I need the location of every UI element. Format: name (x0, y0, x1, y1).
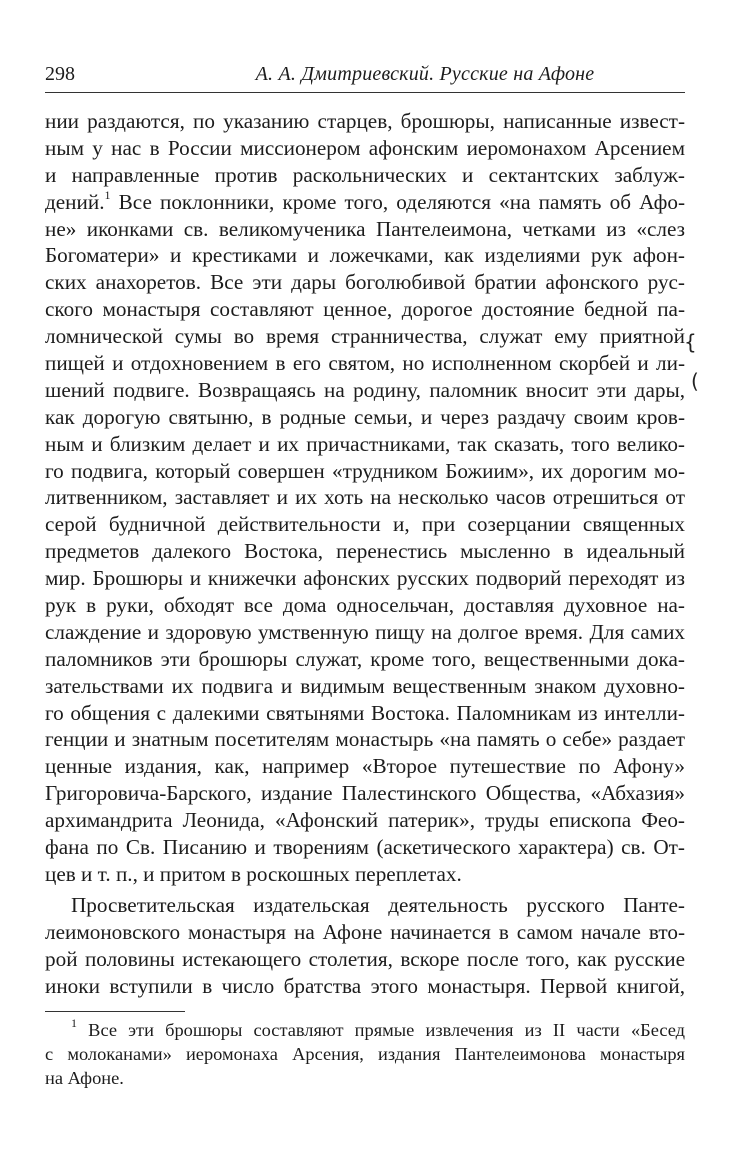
text-line: мир. Брошюры и книжечки афонских русских подворий переходят из (45, 566, 685, 591)
text-fragment: Все поклонники, кроме того, оделяются «на память об Афо- (118, 189, 686, 214)
footnote-line: на Афоне. (45, 1068, 124, 1088)
text-fragment: дений. (45, 189, 105, 214)
text-line: цев и т. п., и притом в роскошных переплетах. (45, 861, 462, 886)
text-line: литвенником, заставляет и их хоть на несколько часов отрешиться от (45, 485, 685, 510)
footnote (45, 1015, 685, 1090)
text-line: паломников эти брошюры служат, кроме того, вещественными дока- (45, 646, 685, 671)
text-line: ломнической сумы во время странничества, служат ему приятной (45, 324, 685, 349)
text-line: ным и близким делает и их причастниками, так сказать, того велико- (45, 431, 685, 456)
text-line: ным у нас в России миссионером афонским иеромонахом Арсением (45, 135, 685, 160)
footnote-reference[interactable]: 1 (104, 187, 111, 202)
text-line: слаждение и здоровую умственную пищу на долгое время. Для самих (45, 619, 685, 644)
text-line: шений подвиге. Возвращаясь на родину, паломник вносит эти дары, (45, 377, 685, 402)
text-line: не» иконками св. великомученика Пантелеимона, четками из «слез (45, 216, 685, 241)
text-line: пищей и отдохновением в его святом, но исполненном скорбей и ли- (45, 351, 685, 376)
text-line: ского монастыря составляют ценное, дорогое достояние бедной па- (45, 297, 685, 322)
footnote-line (45, 1015, 685, 1042)
text-line: серой будничной действительности и, при созерцании священных (45, 512, 685, 537)
margin-annotation-mark: { (684, 330, 697, 354)
page-number: 298 (45, 63, 75, 85)
text-line: фана по Св. Писанию и творениям (аскетического характера) св. От- (45, 835, 685, 860)
footnote-rule (45, 1011, 185, 1012)
text-line: рой половины истекающего столетия, вскоре после того, как русские (45, 946, 685, 971)
text-line: как дорогую святыню, в родные семьи, и через раздачу своим кров- (45, 404, 685, 429)
text-line: нии раздаются, по указанию старцев, брошюры, написанные извест- (45, 109, 685, 133)
text-line (45, 189, 685, 216)
main-text (45, 108, 685, 999)
text-line: го подвига, который совершен «трудником Божиим», их дорогим мо- (45, 458, 685, 483)
text-line: архимандрита Леонида, «Афонский патерик», труды епископа Фео- (45, 808, 685, 833)
text-line: Богоматери» и крестиками и ложечками, как изделиями рук афон- (45, 243, 685, 268)
text-line: иноки вступили в число братства этого монастыря. Первой книгой, (45, 973, 685, 998)
text-line: ских анахоретов. Все эти дары боголюбивой братии афонского рус- (45, 270, 685, 295)
running-title: А. А. Дмитриевский. Русские на Афоне (255, 63, 595, 85)
margin-annotation-mark: ( (691, 369, 699, 393)
text-line: Григоровича-Барского, издание Палестинского Общества, «Абхазия» (45, 781, 685, 806)
text-line: генции и знатным посетителям монастырь «на память о себе» раздает (45, 727, 685, 752)
page-header (45, 62, 685, 90)
header-rule (45, 92, 685, 93)
text-line: леимоновского монастыря на Афоне начинается в самом начале вто- (45, 919, 685, 944)
text-line: го общения с далекими святынями Востока. Паломникам из интелли- (45, 700, 685, 725)
text-fragment: Все эти брошюры составляют прямые извлечения из II части «Бесед (88, 1020, 685, 1040)
text-line: и направленные против раскольнических и сектантских заблуж- (45, 162, 685, 187)
text-line: зательствами их подвига и видимым вещественным знаком духовно- (45, 673, 685, 698)
text-line: ценные издания, как, например «Второе путешествие по Афону» (45, 754, 685, 779)
footnote-number: 1 (71, 1015, 77, 1030)
text-line: рук в руки, обходят все дома односельчан, доставляя духовное на- (45, 593, 685, 618)
text-line: предметов далекого Востока, перенестись мысленно в идеальный (45, 539, 685, 564)
footnote-line: с молоканами» иеромонаха Арсения, издания Пантелеимонова монастыря (45, 1044, 685, 1064)
text-line: Просветительская издательская деятельность русского Панте- (71, 892, 685, 917)
